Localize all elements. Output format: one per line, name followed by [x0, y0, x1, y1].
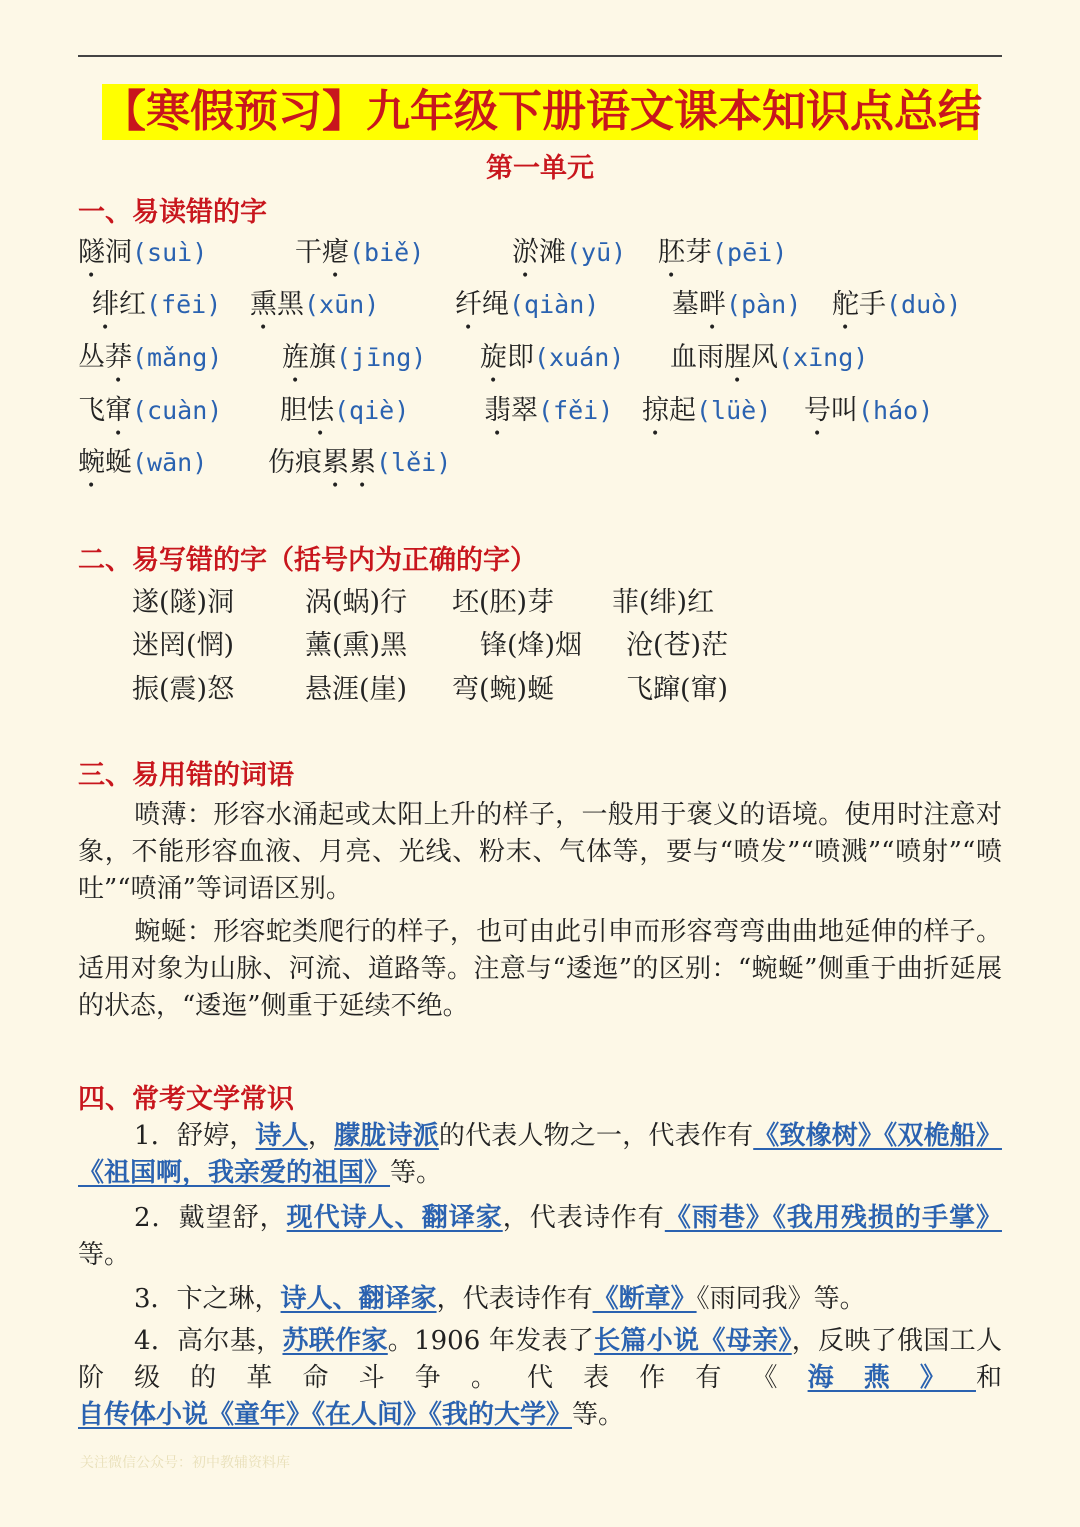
correction-entry: 遂(隧)洞 — [132, 587, 235, 618]
word — [92, 289, 146, 320]
highlight-term: 《断章》 — [592, 1284, 697, 1314]
highlight-term: 《雨巷》《我用残损的手掌》 — [664, 1203, 1002, 1233]
char: 黑 — [277, 289, 304, 320]
pinyin: (jīng) — [336, 343, 427, 372]
pinyin: (xūn) — [304, 290, 380, 319]
highlight-term: 现代诗人、翻译家 — [286, 1203, 503, 1233]
char: 干 — [295, 237, 322, 268]
text-segment: 等。 — [78, 1240, 131, 1270]
char: 即 — [507, 342, 534, 373]
word — [832, 289, 886, 320]
pinyin: (yū) — [566, 238, 627, 267]
pinyin: (qiè) — [334, 396, 410, 425]
pinyin: (pàn) — [726, 290, 802, 319]
word — [280, 395, 334, 426]
char: 叫 — [831, 395, 858, 426]
correction-entry: 锋(烽)烟 — [480, 630, 583, 661]
pinyin: (suì) — [132, 238, 208, 267]
char: 痕 — [295, 447, 322, 478]
highlight-term: 朦胧诗派 — [334, 1121, 439, 1151]
pinyin: (cuàn) — [132, 396, 223, 425]
char: 飞 — [78, 395, 105, 426]
emphasized-char: 号 — [804, 395, 831, 426]
char: 翠 — [511, 395, 538, 426]
char: 红 — [119, 289, 146, 320]
char: 滩 — [539, 237, 566, 268]
pinyin-entry — [282, 335, 426, 389]
pinyin-entry — [295, 230, 424, 284]
pinyin: (lüè) — [696, 396, 772, 425]
word — [78, 447, 132, 478]
top-rule — [78, 55, 1002, 57]
text-segment: 2．戴望舒， — [134, 1203, 287, 1233]
char: 伤 — [268, 447, 295, 478]
text-segment: ，代表诗作有 — [502, 1203, 665, 1233]
word — [658, 237, 712, 268]
footer-watermark: 关注微信公众号：初中教辅资料库 — [80, 1455, 290, 1471]
char: 丛 — [78, 342, 105, 373]
literature-item — [78, 1118, 1002, 1192]
pinyin-entry — [670, 335, 868, 389]
pinyin-entry — [658, 230, 787, 284]
pinyin: (fěi) — [538, 396, 614, 425]
pinyin: (xīng) — [778, 343, 869, 372]
highlight-term: 海燕》 — [807, 1363, 976, 1393]
word — [78, 342, 132, 373]
correction-entry: 菲(绯)红 — [612, 587, 715, 618]
char: 墓 — [672, 289, 699, 320]
correction-entry: 飞蹿(窜) — [626, 674, 729, 705]
emphasized-char: 莽 — [105, 342, 132, 373]
text-segment: 1．舒婷， — [134, 1121, 256, 1151]
emphasized-char: 腥 — [724, 342, 751, 373]
pinyin-entry — [92, 282, 221, 336]
emphasized-char: 舵 — [832, 289, 859, 320]
char: 旗 — [309, 342, 336, 373]
text-segment: ， — [307, 1121, 335, 1151]
text-segment: 《雨同我》等。 — [696, 1284, 866, 1314]
word — [78, 237, 132, 268]
correction-entry: 弯(蜿)蜒 — [452, 674, 555, 705]
word — [642, 395, 696, 426]
paragraph-text: 蜿蜒：形容蛇类爬行的样子，也可由此引申而形容弯弯曲曲地延伸的样子。适用对象为山脉、河流、道路等。注意与“逶迤”的区别：“蜿蜒”侧重于曲折延展的状态，“逶迤”侧重于延续不绝。 — [78, 917, 1002, 1021]
correction-entry: 涡(蜗)行 — [305, 587, 408, 618]
pinyin: (fēi) — [146, 290, 222, 319]
char: 芽 — [685, 237, 712, 268]
correction-entry: 坯(胚)芽 — [452, 587, 555, 618]
word — [250, 289, 304, 320]
pinyin-entry — [280, 388, 409, 442]
correction-entry: 振(震)怒 — [132, 674, 235, 705]
page-title: 【寒假预习】九年级下册语文课本知识点总结 — [102, 84, 978, 140]
pinyin: (qiàn) — [509, 290, 600, 319]
word — [484, 395, 538, 426]
pinyin-entry — [268, 440, 451, 494]
literature-item — [78, 1281, 1002, 1318]
pinyin-entry — [804, 388, 933, 442]
pinyin-entry — [78, 388, 222, 442]
pinyin: (biě) — [349, 238, 425, 267]
word — [295, 237, 349, 268]
literature-item — [78, 1323, 1002, 1434]
char: 蜒 — [105, 447, 132, 478]
char: 绳 — [482, 289, 509, 320]
section3-paragraph-1 — [78, 797, 1002, 908]
emphasized-char: 瘪 — [322, 237, 349, 268]
section3-heading: 三、易用错的词语 — [78, 760, 294, 791]
text-segment: ，反映了俄国工人阶级的革命斗争。代表作有《 — [78, 1326, 1002, 1393]
emphasized-char: 掠 — [642, 395, 669, 426]
pinyin-entry — [642, 388, 771, 442]
section1-heading: 一、易读错的字 — [78, 197, 267, 228]
section4-heading: 四、常考文学常识 — [78, 1084, 294, 1115]
emphasized-char: 旌 — [282, 342, 309, 373]
char: 起 — [669, 395, 696, 426]
word — [268, 447, 376, 478]
highlight-term: 诗人 — [255, 1121, 308, 1151]
emphasized-char: 纤 — [455, 289, 482, 320]
pinyin: (pēi) — [712, 238, 788, 267]
pinyin: (mǎng) — [132, 343, 223, 372]
word — [804, 395, 858, 426]
correction-entry: 迷罔(惘) — [132, 630, 235, 661]
emphasized-char: 窜 — [105, 395, 132, 426]
word — [455, 289, 509, 320]
paragraph-text: 喷薄：形容水涌起或太阳上升的样子，一般用于褒义的语境。使用时注意对象，不能形容血液、月亮、光线、粉末、气体等，要与“喷发”“喷溅”“喷射”“喷吐”“喷涌”等词语区别。 — [78, 800, 1002, 904]
pinyin: (wān) — [132, 448, 208, 477]
char: 风 — [751, 342, 778, 373]
pinyin-entry — [672, 282, 801, 336]
pinyin: (lěi) — [376, 448, 452, 477]
char: 胆 — [280, 395, 307, 426]
emphasized-char: 蜿 — [78, 447, 105, 478]
pinyin-entry — [832, 282, 961, 336]
section2-heading: 二、易写错的字（括号内为正确的字） — [78, 545, 537, 576]
pinyin-entry — [484, 388, 613, 442]
emphasized-char: 累 — [349, 447, 376, 478]
emphasized-char: 旋 — [480, 342, 507, 373]
emphasized-char: 胚 — [658, 237, 685, 268]
pinyin-entry — [480, 335, 624, 389]
char: 洞 — [105, 237, 132, 268]
highlight-term: 《致橡树》《双桅船》《祖国啊，我亲爱的祖国》 — [78, 1121, 1002, 1188]
pinyin-entry — [78, 440, 207, 494]
text-segment: 等。 — [390, 1158, 443, 1188]
correction-entry: 悬涯(崖) — [305, 674, 408, 705]
correction-entry: 沧(苍)茫 — [626, 630, 729, 661]
word — [670, 342, 778, 373]
word — [480, 342, 534, 373]
emphasized-char: 畔 — [699, 289, 726, 320]
text-segment: 。1906 年发表了 — [387, 1326, 595, 1356]
text-segment: 等。 — [572, 1400, 625, 1430]
pinyin: (háo) — [858, 396, 934, 425]
literature-item — [78, 1200, 1002, 1274]
pinyin-entry — [250, 282, 379, 336]
pinyin: (duò) — [886, 290, 962, 319]
pinyin-entry — [78, 230, 207, 284]
emphasized-char: 熏 — [250, 289, 277, 320]
char: 血 — [670, 342, 697, 373]
text-segment: 的代表人物之一，代表作有 — [438, 1121, 754, 1151]
pinyin: (xuán) — [534, 343, 625, 372]
correction-entry: 薰(熏)黑 — [305, 630, 408, 661]
unit-subtitle: 第一单元 — [486, 153, 594, 184]
emphasized-char: 累 — [322, 447, 349, 478]
text-segment: 和 — [975, 1363, 1002, 1393]
highlight-term: 自传体小说《童年》《在人间》《我的大学》 — [78, 1400, 573, 1430]
char: 雨 — [697, 342, 724, 373]
pinyin-entry — [512, 230, 626, 284]
word — [672, 289, 726, 320]
emphasized-char: 绯 — [92, 289, 119, 320]
emphasized-char: 翡 — [484, 395, 511, 426]
highlight-term: 诗人、翻译家 — [280, 1284, 437, 1314]
word — [512, 237, 566, 268]
text-segment: 4．高尔基， — [134, 1326, 283, 1356]
pinyin-entry — [78, 335, 222, 389]
emphasized-char: 怯 — [307, 395, 334, 426]
text-segment: ，代表诗作有 — [436, 1284, 593, 1314]
word — [282, 342, 336, 373]
section3-paragraph-2 — [78, 914, 1002, 1025]
emphasized-char: 淤 — [512, 237, 539, 268]
pinyin-entry — [455, 282, 599, 336]
emphasized-char: 隧 — [78, 237, 105, 268]
char: 手 — [859, 289, 886, 320]
highlight-term: 长篇小说《母亲》 — [594, 1326, 792, 1356]
text-segment: 3．卞之琳， — [134, 1284, 281, 1314]
highlight-term: 苏联作家 — [282, 1326, 388, 1356]
word — [78, 395, 132, 426]
